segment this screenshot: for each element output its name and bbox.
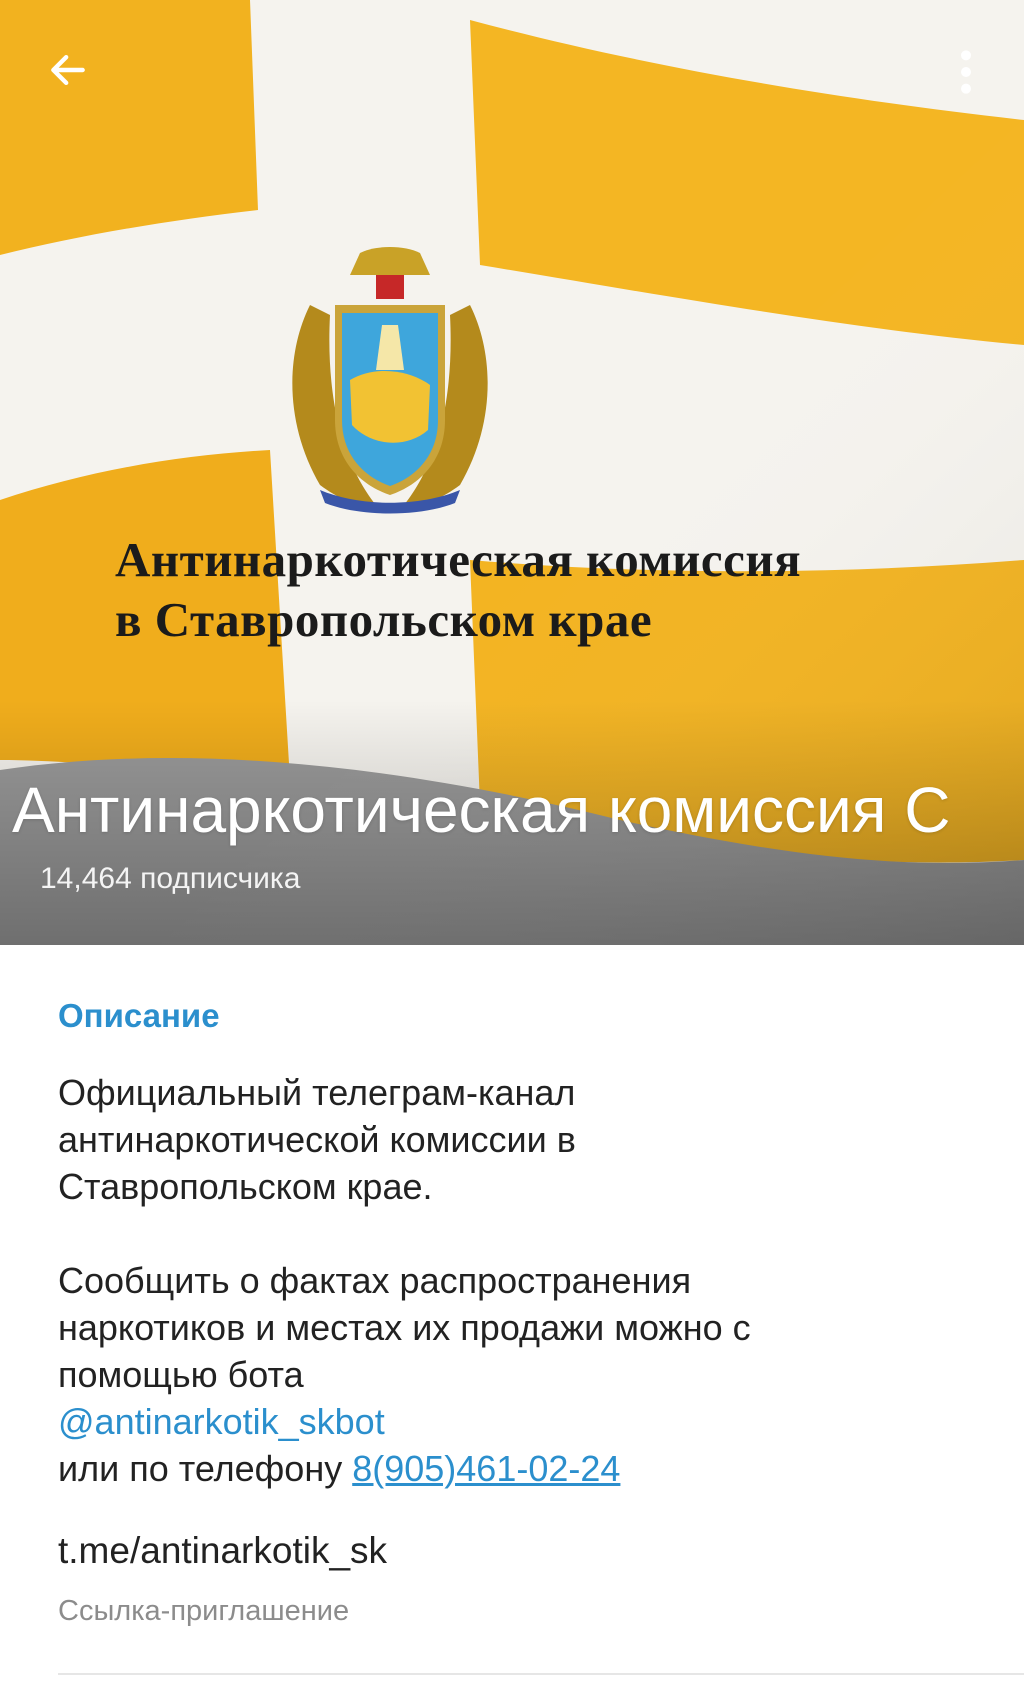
description-line: Ставропольском крае. <box>58 1166 433 1207</box>
more-vertical-icon <box>956 47 976 97</box>
invite-link[interactable]: t.me/antinarkotik_sk <box>58 1530 388 1571</box>
banner-line-1: Антинаркотическая комиссия <box>115 532 802 587</box>
channel-description <box>58 1069 978 1492</box>
cover-banner-text <box>115 530 975 650</box>
description-line: антинаркотической комиссии в <box>58 1119 576 1160</box>
back-button[interactable] <box>36 38 100 102</box>
description-line: помощью бота <box>58 1354 304 1395</box>
channel-info-section <box>0 945 1024 1689</box>
description-line: Сообщить о фактах распространения <box>58 1260 692 1301</box>
channel-title <box>0 770 1024 850</box>
arrow-left-icon <box>46 48 90 92</box>
bot-link[interactable]: @antinarkotik_skbot <box>58 1401 385 1442</box>
phone-prefix: или по телефону <box>58 1448 353 1489</box>
coat-of-arms-emblem <box>280 245 500 515</box>
subscriber-count: 14,464 подписчика <box>40 862 301 895</box>
section-divider <box>58 1673 1024 1675</box>
description-line: Официальный телеграм-канал <box>58 1072 576 1113</box>
phone-link[interactable]: 8(905)461-02-24 <box>352 1448 621 1489</box>
channel-title-text: Антинаркотическая комиссия С <box>12 774 951 846</box>
invite-link-label: Ссылка-приглашение <box>58 1595 350 1627</box>
banner-line-2: в Ставропольском крае <box>115 592 653 647</box>
description-spacer <box>58 1210 978 1257</box>
more-options-button[interactable] <box>938 40 994 104</box>
description-line: наркотиков и местах их продажи можно с <box>58 1307 751 1348</box>
description-heading: Описание <box>58 997 220 1034</box>
